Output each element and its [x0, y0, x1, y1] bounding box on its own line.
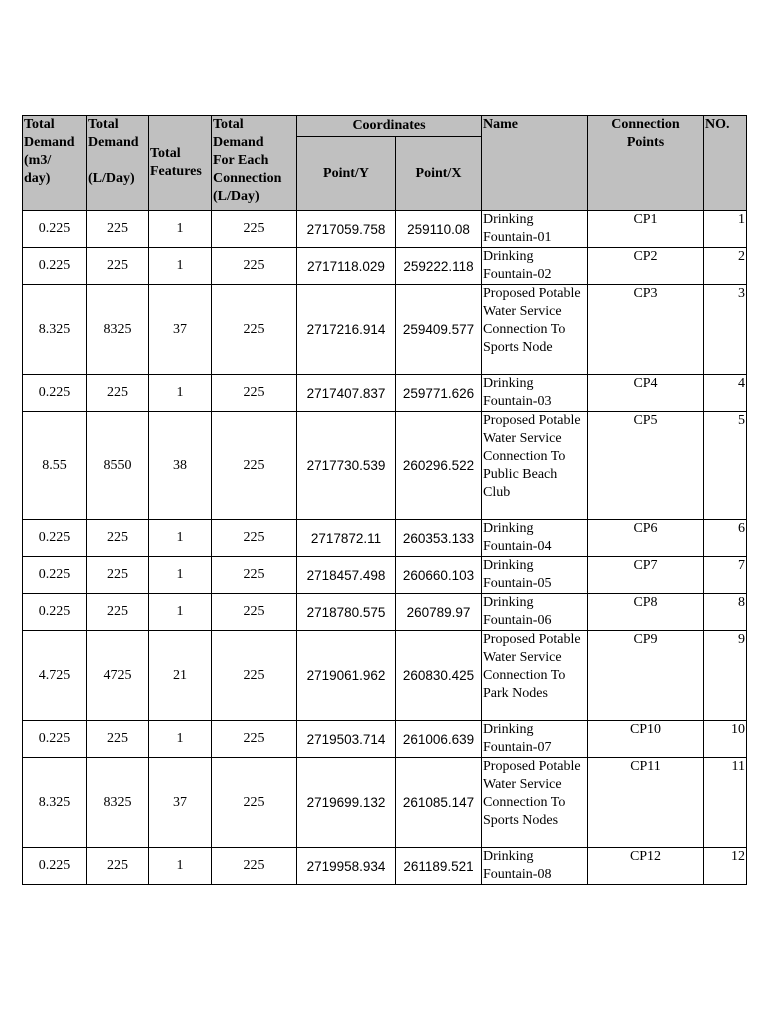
cell-connection-point: CP9 — [588, 631, 704, 721]
table-row — [23, 721, 747, 758]
cell-point-y: 2717730.539 — [297, 412, 396, 520]
cell-no: 5 — [704, 412, 747, 520]
cell-total-demand-m3: 8.325 — [23, 758, 87, 848]
cell-total-demand-l: 225 — [87, 375, 149, 412]
cell-no: 2 — [704, 248, 747, 285]
cell-name: Drinking Fountain-01 — [482, 211, 588, 248]
cell-total-demand-m3: 8.325 — [23, 285, 87, 375]
cell-total-demand-m3: 0.225 — [23, 594, 87, 631]
cell-total-demand-m3: 0.225 — [23, 375, 87, 412]
cell-name: Drinking Fountain-07 — [482, 721, 588, 758]
cell-demand-each-connection: 225 — [212, 721, 297, 758]
cell-total-features: 1 — [149, 848, 212, 885]
cell-point-y: 2718457.498 — [297, 557, 396, 594]
cell-no: 7 — [704, 557, 747, 594]
cell-demand-each-connection: 225 — [212, 211, 297, 248]
cell-point-x: 259409.577 — [396, 285, 482, 375]
cell-total-demand-l: 225 — [87, 594, 149, 631]
cell-total-demand-m3: 0.225 — [23, 721, 87, 758]
cell-total-demand-l: 225 — [87, 721, 149, 758]
cell-point-x: 260830.425 — [396, 631, 482, 721]
cell-demand-each-connection: 225 — [212, 594, 297, 631]
cell-name: Drinking Fountain-02 — [482, 248, 588, 285]
cell-no: 8 — [704, 594, 747, 631]
cell-name: Drinking Fountain-08 — [482, 848, 588, 885]
cell-point-x: 261085.147 — [396, 758, 482, 848]
cell-point-y: 2719061.962 — [297, 631, 396, 721]
table-row — [23, 594, 747, 631]
cell-total-features: 1 — [149, 557, 212, 594]
cell-point-y: 2717216.914 — [297, 285, 396, 375]
cell-point-x: 261189.521 — [396, 848, 482, 885]
cell-total-demand-l: 8550 — [87, 412, 149, 520]
cell-connection-point: CP4 — [588, 375, 704, 412]
header-point-y: Point/Y — [297, 137, 396, 211]
table-row — [23, 848, 747, 885]
cell-demand-each-connection: 225 — [212, 520, 297, 557]
cell-name: Drinking Fountain-04 — [482, 520, 588, 557]
cell-point-y: 2719699.132 — [297, 758, 396, 848]
cell-no: 4 — [704, 375, 747, 412]
cell-point-x: 259222.118 — [396, 248, 482, 285]
cell-total-features: 1 — [149, 520, 212, 557]
table-row — [23, 412, 747, 520]
cell-total-features: 1 — [149, 375, 212, 412]
cell-connection-point: CP11 — [588, 758, 704, 848]
cell-point-y: 2717059.758 — [297, 211, 396, 248]
cell-total-features: 1 — [149, 594, 212, 631]
cell-total-features: 1 — [149, 211, 212, 248]
table-row — [23, 285, 747, 375]
cell-no: 9 — [704, 631, 747, 721]
cell-total-demand-l: 225 — [87, 848, 149, 885]
cell-point-y: 2719958.934 — [297, 848, 396, 885]
cell-connection-point: CP3 — [588, 285, 704, 375]
cell-demand-each-connection: 225 — [212, 631, 297, 721]
cell-point-x: 260789.97 — [396, 594, 482, 631]
header-total-features: Total Features — [149, 116, 212, 211]
cell-total-demand-l: 8325 — [87, 285, 149, 375]
cell-total-demand-l: 8325 — [87, 758, 149, 848]
cell-total-demand-m3: 0.225 — [23, 848, 87, 885]
cell-point-x: 259110.08 — [396, 211, 482, 248]
cell-no: 11 — [704, 758, 747, 848]
cell-total-demand-m3: 0.225 — [23, 557, 87, 594]
header-total-demand-m3: Total Demand (m3/ day) — [23, 116, 87, 211]
header-name: Name — [482, 116, 588, 211]
cell-point-x: 260660.103 — [396, 557, 482, 594]
cell-point-x: 259771.626 — [396, 375, 482, 412]
cell-name: Drinking Fountain-05 — [482, 557, 588, 594]
cell-demand-each-connection: 225 — [212, 285, 297, 375]
header-demand-each-connection: Total Demand For Each Connection (L/Day) — [212, 116, 297, 211]
cell-demand-each-connection: 225 — [212, 248, 297, 285]
cell-point-x: 260296.522 — [396, 412, 482, 520]
cell-point-x: 261006.639 — [396, 721, 482, 758]
cell-name: Proposed Potable Water Service Connection To Sports Node — [482, 285, 588, 375]
cell-total-demand-m3: 0.225 — [23, 211, 87, 248]
cell-total-demand-m3: 0.225 — [23, 248, 87, 285]
cell-total-features: 21 — [149, 631, 212, 721]
cell-no: 12 — [704, 848, 747, 885]
cell-connection-point: CP6 — [588, 520, 704, 557]
cell-connection-point: CP12 — [588, 848, 704, 885]
cell-connection-point: CP7 — [588, 557, 704, 594]
cell-total-demand-m3: 8.55 — [23, 412, 87, 520]
cell-name: Drinking Fountain-03 — [482, 375, 588, 412]
cell-demand-each-connection: 225 — [212, 375, 297, 412]
cell-total-demand-l: 4725 — [87, 631, 149, 721]
cell-point-y: 2717118.029 — [297, 248, 396, 285]
water-demand-table — [22, 115, 747, 885]
cell-demand-each-connection: 225 — [212, 848, 297, 885]
table-body — [23, 211, 747, 885]
cell-connection-point: CP8 — [588, 594, 704, 631]
header-point-x: Point/X — [396, 137, 482, 211]
cell-total-features: 1 — [149, 721, 212, 758]
cell-total-demand-l: 225 — [87, 520, 149, 557]
cell-point-y: 2718780.575 — [297, 594, 396, 631]
cell-total-demand-m3: 4.725 — [23, 631, 87, 721]
cell-total-demand-l: 225 — [87, 248, 149, 285]
table-row — [23, 248, 747, 285]
cell-total-demand-m3: 0.225 — [23, 520, 87, 557]
cell-demand-each-connection: 225 — [212, 557, 297, 594]
cell-name: Proposed Potable Water Service Connection To Sports Nodes — [482, 758, 588, 848]
cell-demand-each-connection: 225 — [212, 758, 297, 848]
header-connection-points: Connection Points — [588, 116, 704, 211]
cell-point-y: 2717407.837 — [297, 375, 396, 412]
cell-total-features: 1 — [149, 248, 212, 285]
cell-name: Proposed Potable Water Service Connection To Public Beach Club — [482, 412, 588, 520]
cell-total-demand-l: 225 — [87, 211, 149, 248]
table-row — [23, 520, 747, 557]
cell-total-features: 38 — [149, 412, 212, 520]
cell-point-y: 2719503.714 — [297, 721, 396, 758]
table-row — [23, 375, 747, 412]
cell-no: 6 — [704, 520, 747, 557]
cell-no: 3 — [704, 285, 747, 375]
cell-connection-point: CP2 — [588, 248, 704, 285]
table-row — [23, 758, 747, 848]
cell-name: Proposed Potable Water Service Connection To Park Nodes — [482, 631, 588, 721]
cell-point-y: 2717872.11 — [297, 520, 396, 557]
cell-no: 1 — [704, 211, 747, 248]
cell-demand-each-connection: 225 — [212, 412, 297, 520]
table-row — [23, 631, 747, 721]
cell-connection-point: CP5 — [588, 412, 704, 520]
cell-total-demand-l: 225 — [87, 557, 149, 594]
cell-point-x: 260353.133 — [396, 520, 482, 557]
header-no: NO. — [704, 116, 747, 211]
cell-total-features: 37 — [149, 285, 212, 375]
table-header — [23, 116, 747, 211]
header-total-demand-l: Total Demand (L/Day) — [87, 116, 149, 211]
cell-no: 10 — [704, 721, 747, 758]
header-coordinates: Coordinates — [297, 116, 482, 137]
table-row — [23, 557, 747, 594]
cell-name: Drinking Fountain-06 — [482, 594, 588, 631]
cell-connection-point: CP10 — [588, 721, 704, 758]
cell-total-features: 37 — [149, 758, 212, 848]
cell-connection-point: CP1 — [588, 211, 704, 248]
table-row — [23, 211, 747, 248]
